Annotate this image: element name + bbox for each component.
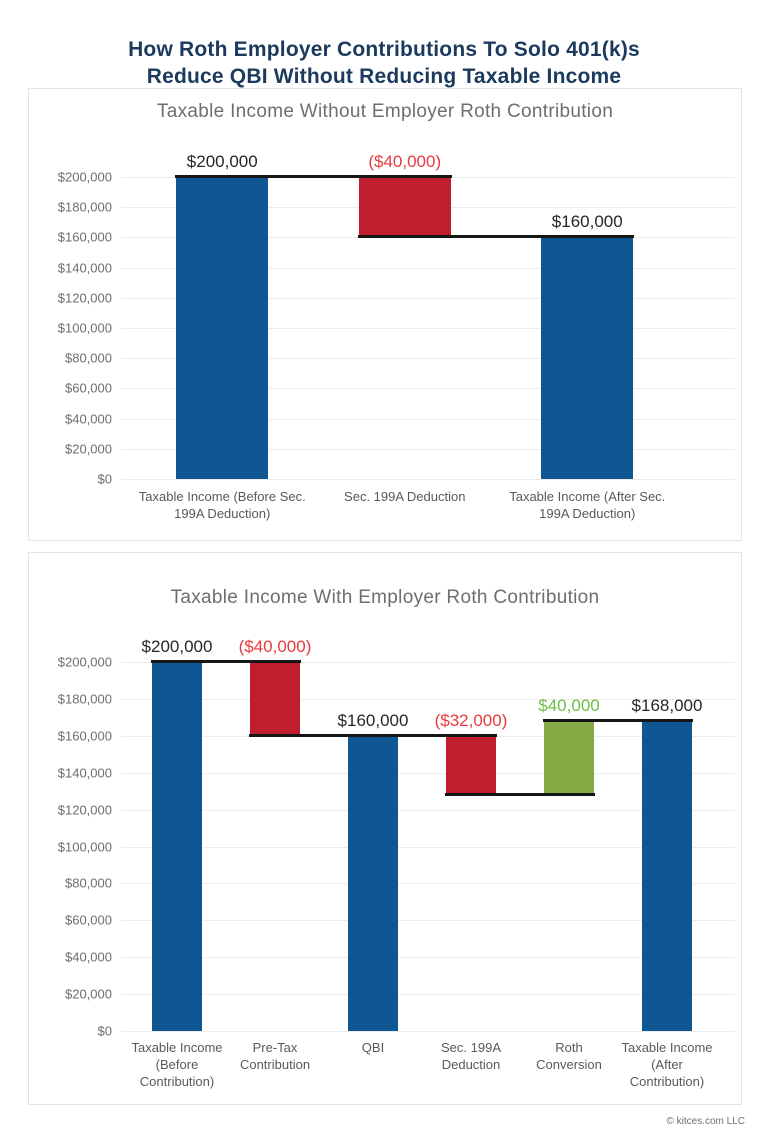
x-axis-category-label-line: (After — [651, 1057, 683, 1072]
bar-value-label: $200,000 — [186, 152, 258, 171]
y-axis-tick-label: $0 — [97, 471, 112, 487]
x-axis-category-label-line: Taxable Income — [131, 1040, 223, 1055]
waterfall-connector-line — [151, 660, 301, 663]
y-axis-tick-label: $80,000 — [65, 875, 112, 891]
waterfall-connector-line — [543, 719, 693, 722]
y-axis-tick-label: $100,000 — [57, 839, 112, 854]
waterfall-bar-4 — [446, 736, 496, 795]
y-axis-tick-label: $180,000 — [57, 199, 112, 215]
x-axis-category-label — [362, 1039, 384, 1056]
y-axis-tick-label: $0 — [97, 1023, 112, 1039]
waterfall-connector-line — [445, 793, 595, 796]
waterfall-bar-5 — [544, 721, 594, 795]
y-axis-tick-label: $40,000 — [65, 411, 112, 427]
bar-value-label: $200,000 — [141, 637, 213, 656]
chart-panel-without-roth-contribution — [28, 88, 742, 541]
x-axis-category-label-line: (Before — [155, 1057, 199, 1072]
x-axis-category-label-line: Taxable Income (Before Sec. — [138, 489, 306, 504]
x-axis-category-label-line: Taxable Income (After Sec. — [509, 489, 666, 504]
y-axis-tick-label: $40,000 — [65, 949, 112, 965]
y-axis-tick-label: $180,000 — [57, 691, 112, 707]
waterfall-bar-2 — [359, 177, 451, 237]
chart-title: Taxable Income With Employer Roth Contribution — [170, 587, 600, 608]
x-axis-category-label — [509, 488, 665, 522]
y-axis-tick-label: $60,000 — [65, 912, 112, 928]
y-axis-tick-label: $80,000 — [65, 350, 112, 366]
waterfall-chart-without-roth — [29, 89, 741, 540]
waterfall-bar-1 — [152, 662, 202, 1031]
x-axis-category-label-line: Taxable Income — [621, 1040, 713, 1055]
x-axis-category-label — [139, 488, 306, 522]
waterfall-bar-2 — [250, 662, 300, 736]
y-axis-tick-label: $20,000 — [65, 441, 112, 457]
x-axis-category-label — [441, 1039, 501, 1073]
x-axis-category-label-line: Sec. 199A — [441, 1040, 501, 1055]
waterfall-connector-line — [249, 734, 497, 737]
bar-value-label: ($40,000) — [238, 637, 312, 656]
x-axis-category-label-line: Contribution) — [139, 1074, 215, 1089]
x-axis-category-label — [536, 1039, 602, 1073]
page-title-line1: How Roth Employer Contributions To Solo 401(k)s — [128, 38, 640, 62]
waterfall-bar-1 — [176, 177, 268, 479]
x-axis-category-label-line: Sec. 199A Deduction — [344, 489, 466, 504]
gridline — [121, 479, 735, 480]
gridline — [121, 1031, 735, 1032]
x-axis-category-label-line: Deduction — [441, 1057, 501, 1072]
waterfall-bar-3 — [541, 237, 633, 479]
y-axis-tick-label: $120,000 — [57, 290, 112, 306]
y-axis-tick-label: $100,000 — [57, 320, 112, 336]
bar-value-label: $160,000 — [551, 212, 623, 232]
copyright-text: © kitces.com LLC — [666, 1116, 745, 1127]
y-axis-tick-label: $140,000 — [57, 260, 112, 276]
waterfall-connector-line — [358, 235, 635, 238]
y-axis-tick-label: $200,000 — [57, 654, 112, 670]
bar-value-label: $40,000 — [538, 696, 600, 716]
x-axis-category-label — [621, 1039, 712, 1090]
page-title — [0, 36, 768, 90]
y-axis-tick-label: $200,000 — [57, 169, 112, 185]
x-axis-category-label-line: Contribution) — [629, 1074, 705, 1089]
x-axis-category-label-line: Contribution — [239, 1057, 311, 1072]
x-axis-category-label-line: Pre-Tax — [252, 1040, 298, 1055]
bar-value-label: $168,000 — [631, 696, 703, 716]
x-axis-category-label-line: QBI — [361, 1040, 385, 1055]
waterfall-bar-6 — [642, 721, 692, 1031]
y-axis-tick-label: $120,000 — [57, 802, 112, 818]
y-axis-tick-label: $60,000 — [65, 380, 112, 396]
chart-title: Taxable Income Without Employer Roth Contribution — [156, 101, 614, 122]
x-axis-category-label — [131, 1039, 222, 1090]
y-axis-tick-label: $160,000 — [57, 728, 112, 744]
chart-panel-with-roth-contribution — [28, 552, 742, 1105]
x-axis-category-label — [240, 1039, 310, 1073]
y-axis-tick-label: $140,000 — [57, 765, 112, 781]
bar-value-label: ($40,000) — [368, 152, 442, 171]
y-axis-tick-label: $160,000 — [57, 229, 112, 245]
y-axis-tick-label: $20,000 — [65, 986, 112, 1002]
x-axis-category-label — [344, 488, 465, 505]
waterfall-bar-3 — [348, 736, 398, 1031]
x-axis-category-label-line: Roth — [555, 1040, 583, 1055]
x-axis-category-label-line: Conversion — [536, 1057, 602, 1072]
waterfall-chart-with-roth — [29, 553, 741, 1104]
page-title-line2: Reduce QBI Without Reducing Taxable Income — [146, 65, 622, 89]
bar-value-label: $160,000 — [337, 710, 409, 730]
bar-value-label: ($32,000) — [434, 710, 508, 730]
x-axis-category-label-line: 199A Deduction) — [539, 506, 636, 521]
x-axis-category-label-line: 199A Deduction) — [174, 506, 271, 521]
waterfall-connector-line — [175, 175, 452, 178]
